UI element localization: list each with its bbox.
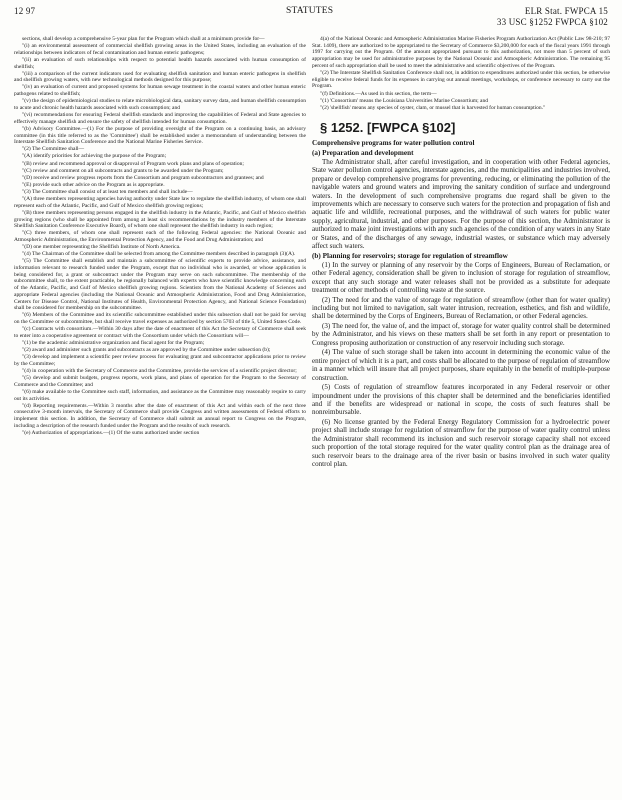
paragraph: "(2) The Committee shall—: [22, 146, 85, 153]
subsection-a-heading: (a) Preparation and development: [312, 148, 414, 157]
paragraph: "(2) 'shellfish' means any species of oyster, clam, or mussel that is harvested for human consumption.": [320, 105, 546, 112]
paragraph: "(4) The Chairman of the Committee shall be selected from among the Committee members described in paragraph (3)(A).: [22, 251, 296, 258]
paragraph: "(5) The Committee shall establish and maintain a subcommittee of scientific experts to provide advice, assistance, and information relevant to research funded under the Program, except that no individual who is awarded, or whose application is being considered for, a grant or subcontract under the Program may serve on such subcommittee. The membership of the subcommittee shall, to the extent practicable, be regionally balanced with experts who have scientific knowledge concerning each of the Atlantic, Pacific, and Gulf of Mexico shellfish growing regions. Scientists from the National Academy of Sciences and appropriate Federal agencies (including the National Oceanic and Atmospheric Administration, Food and Drug Administration, Centers for Disease Control, National Institutes of Health, Environmental Protection Agency, and National Science Foundation) shall be considered for membership on the subcommittee.: [14, 258, 306, 312]
running-head: STATUTES: [286, 6, 334, 16]
paragraph: "(b) Advisory Committee.—(1) For the purpose of providing oversight of the Program on a continuing basis, an advisory committee (in this title referred to as the 'Committee') shall be established under a memorandum of understanding between the Interstate Shellfish Sanitation Conference and the National Marine Fisheries Service.: [14, 125, 306, 146]
citation-header: [497, 6, 608, 28]
section-caption: Comprehensive programs for water pollution control: [312, 138, 475, 147]
paragraph: "(ii) an evaluation of such relationships with respect to potential health hazards associated with human consumption of shellfish;: [14, 56, 306, 70]
right-column-top-text: [312, 36, 610, 112]
paragraph: "(C) three members, of whom one shall represent each of the following Federal agencies: the National Oceanic and Atmospheric Administration, the Environmental Protection Agency, and the Food and Drug Administration; and: [14, 230, 306, 244]
right-column: [312, 36, 610, 790]
paragraph: (4) The value of such storage shall be taken into account in determining the economic value of the entire project of which it is a part, and costs shall be allocated to the purpose of regulation of streamflow in a manner which will insure that all project purposes, share equitably in the benefit of multiple-purpose construction.: [312, 348, 610, 382]
paragraph: "(6) Members of the Committee and its scientific subcommittee established under this subsection shall not be paid for serving on the Committee or subcommittee, but shall receive travel expenses as authorized by section 5703 of title 5, United States Code.: [14, 312, 306, 326]
paragraph: (2) The need for and the value of storage for regulation of streamflow (other than for water quality) including but not limited to navigation, salt water intrusion, recreation, esthetics, and fish and wildlife, shall be determined by the Corps of Engineers, Bureau of Reclamation, or other Federal agencies.: [312, 295, 610, 321]
paragraph: "(2) The Interstate Shellfish Sanitation Conference shall not, in addition to expenditures authorized under this section, be otherwise eligible to receive federal funds for its expenses in carrying out annual meetings, workshops, or conference necessary to carry out the Program.: [312, 70, 610, 90]
paragraph: "(iii) a comparison of the current indicators used for evaluating shellfish sanitation and human enteric pathogens in shellfish and shellfish growing waters, with new technological methods designed for this purpose;: [14, 70, 306, 84]
citation-line-2: 33 USC §1252 FWPCA §102: [496, 17, 608, 27]
paragraph: "(3) develop and implement a scientific peer review process for evaluating grant and subcontractor applications prior to review by the Committee;: [14, 354, 306, 367]
subsection-b-heading: (b) Planning for reservoirs; storage for regulation of streamflow: [312, 251, 508, 260]
paragraph: "(vi) recommendations for ensuring Federal shellfish standards and improving the capabilities of Federal and State agencies to effectively manage shellfish and ensure the safety of shellfish intended for human consumption.: [14, 112, 306, 125]
paragraph: "(C) review and comment on all subcontracts and grants to be awarded under the Program;: [22, 167, 224, 174]
paragraph: "(B) three members representing persons engaged in the shellfish industry in the Atlantic, Pacific, and Gulf of Mexico shellfish growing regions (who shall be appointed from among at least six recommendations by the industry members of the Interstate Shellfish Sanitation Conference Executive Board), of whom one shall represent the shellfish industry in each region;: [14, 209, 306, 230]
paragraph: "(f) Definitions.—As used in this section, the term—: [320, 90, 437, 97]
paragraph: "(E) provide such other advice on the Program as is appropriate.: [22, 181, 165, 188]
paragraph: "(B) review and recommend approval or disapproval of Program work plans and plans of operation;: [22, 160, 244, 167]
paragraph: (6) No license granted by the Federal Energy Regulatory Commission for a hydroelectric power project shall include storage for regulation of streamflow for the purpose of water quality control unless the Administrator shall recommend its inclusion and such reservoir storage capacity shall not exceed such proportion of the total storage required for the water quality control plan as the drainage area of such reservoir bears to the drainage area of the river basin or basins involved in such water quality control plan.: [312, 417, 610, 469]
paragraph: The Administrator shall, after careful investigation, and in cooperation with other Federal agencies, State water pollution control agencies, interstate agencies, and the municipalities and industries involved, prepare or develop comprehensive programs for preventing, reducing, or eliminating the pollution of the navigable waters and ground waters and improving the sanitary condition of surface and underground waters. In the development of such comprehensive programs due regard shall be given to the improvements which are necessary to conserve such waters for the protection and propagation of fish and aquatic life and wildlife, recreational purposes, and the withdrawal of such waters for public water supply, agricultural, industrial, and other purposes. For the purpose of this section, the Administrator is authorized to make joint investigations with any such agencies of the condition of any waters in any State or States, and of the discharges of any sewage, industrial wastes, or substance which may adversely affect such waters.: [312, 157, 610, 251]
paragraph: "(6) make available to the Committee such staff, information, and assistance as the Committee may reasonably require to carry out its activities.: [14, 388, 306, 402]
paragraph: "(1) be the academic administrative organization and fiscal agent for the Program;: [22, 339, 205, 346]
paragraph: "(d) Reporting requirements.—Within 3 months after the date of enactment of this Act and within each of the next three consecutive 3-month intervals, the Secretary of Commerce shall provide Congress and written assessments of Federal efforts to implement this section. In addition, the Secretary of Commerce shall submit an annual report to Congress on the Program, including a description of the research funded under the Program and the results of such research.: [14, 402, 306, 429]
paragraph: (3) The need for, the value of, and the impact of, storage for water quality control shall be determined by the Administrator, and his views on these matters shall be set forth in any report or presentation to Congress proposing authorization or construction of any reservoir including such storage.: [312, 321, 610, 347]
paragraph: "(e) Authorization of appropriations.—(1) Of the sums authorized under section: [22, 429, 200, 436]
paragraph: "(i) an environmental assessment of commercial shellfish growing areas in the United States, including an evaluation of the relationships between indicators of fecal contamination and human enteric pathogens;: [14, 43, 306, 56]
section-heading: § 1252. [FWPCA §102]: [320, 119, 456, 135]
citation-line-1: ELR Stat. FWPCA 15: [524, 6, 608, 16]
paragraph: "(A) identify priorities for achieving the purpose of the Program;: [22, 153, 167, 160]
paragraph: "(1) 'Consortium' means the Louisiana Universities Marine Consortium; and: [320, 97, 488, 104]
subsection-a-text: [312, 158, 610, 251]
paragraph: "(iv) an evaluation of current and proposed systems for human sewage treatment in the coastal waters and other human enteric pathogens related to shellfish;: [14, 84, 306, 98]
paragraph: (5) Costs of regulation of streamflow features incorporated in any Federal reservoir or other impoundment under the provisions of this chapter shall be determined and the beneficiaries identified and if the benefits are widespread or national in scope, the costs of such features shall be nonreimbursable.: [312, 383, 610, 417]
paragraph: 4(a) of the National Oceanic and Atmospheric Administration Marine Fisheries Program Authorization Act (Public Law 98-210; 97 Stat. 1409), there are authorized to be appropriated to the Secretary of Commerce $3,200,000 for each of the fiscal years 1991 through 1997 for carrying out the Program. Of the amount appropriated pursuant to this authorization, not more than 5 percent of such appropriation may be used for administrative purposes by the National Oceanic and Atmospheric Administration. The remaining 95 percent of such appropriation shall be used to meet the administrative and scientific objectives of the Program.: [312, 36, 610, 69]
paragraph: "(4) in cooperation with the Secretary of Commerce and the Committee, provide the services of a scientific project director;: [22, 367, 297, 374]
left-column: [14, 36, 306, 790]
paragraph: sections, shall develop a comprehensive 5-year plan for the Program which shall at a minimum provide for—: [22, 36, 265, 42]
paragraph: "(3) The Committee shall consist of at least ten members and shall include—: [22, 188, 193, 195]
subsection-b-text: [312, 261, 610, 469]
paragraph: "(D) one member representing the Shellfish Institute of North America.: [22, 244, 181, 251]
paragraph: "(c) Contracts with consortium.—Within 30 days after the date of enactment of this Act the Secretary of Commerce shall seek to enter into a cooperative agreement or contract with the Consortium under which the Consortium will—: [14, 326, 306, 339]
paragraph: "(D) receive and review progress reports from the Consortium and program subcontractors and grantees; and: [22, 174, 264, 181]
paragraph: "(A) three members representing agencies having authority under State law to regulate the shellfish industry, of whom one shall represent each of the Atlantic, Pacific, and Gulf of Mexico shellfish growing regions;: [14, 196, 306, 209]
paragraph: "(2) award and administer such grants and subcontracts as are approved by the Committee under subsection (b);: [22, 347, 271, 354]
page-number: 12 97: [14, 6, 36, 16]
paragraph: "(v) the design of epidemiological studies to relate microbiological data, sanitary survey data, and human shellfish consumption to acute and chronic health hazards associated with such consumption; and: [14, 98, 306, 111]
paragraph: (1) In the survey or planning of any reservoir by the Corps of Engineers, Bureau of Reclamation, or other Federal agency, consideration shall be given to inclusion of storage for regulation of streamflow, except that any such storage and water releases shall not be provided as a substitute for adequate treatment or other methods of controlling waste at the source.: [312, 260, 610, 295]
paragraph: "(5) develop and submit budgets, progress reports, work plans, and plans of operation for the Program to the Secretary of Commerce and the Committee; and: [14, 375, 306, 388]
